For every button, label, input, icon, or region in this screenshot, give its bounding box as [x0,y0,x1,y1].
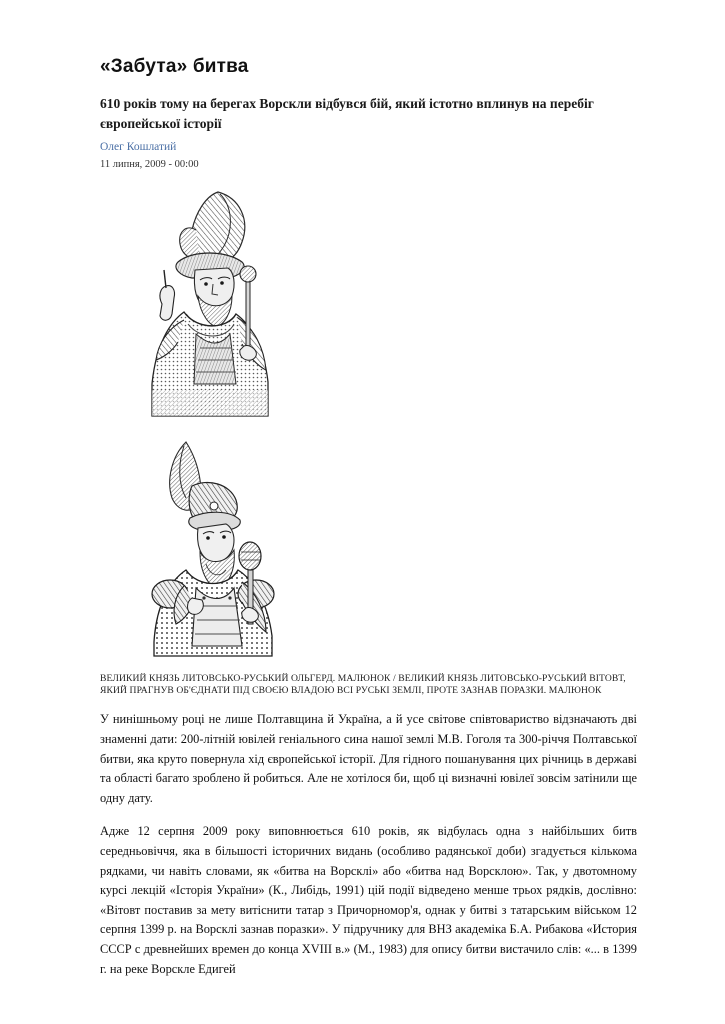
figure-caption: ВЕЛИКИЙ КНЯЗЬ ЛИТОВСЬКО-РУСЬКИЙ ОЛЬГЕРД. МАЛЮНОК / ВЕЛИКИЙ КНЯЗЬ ЛИТОВСЬКО-РУСЬКИЙ ВІТОВТ, ЯКИЙ ПРАГНУВ ОБ'ЄДНАТИ ПІД СВОЄЮ ВЛАДОЮ ВСІ РУСЬКІ ЗЕМЛІ, ПРОТЕ ЗАЗНАВ ПОРАЗКИ. МАЛЮНОК [100,672,626,697]
page-title: «Забута» битва [100,56,249,77]
article-timestamp: 11 липня, 2009 - 00:00 [100,158,199,170]
article-paragraph: Адже 12 серпня 2009 року виповнюється 610 років, як відбулась одна з найбільших битв середньовіччя, яка в більшості історичних видань (особливо радянської доби) згадується кількома рядками, чи навіть словами, як «битва на Ворсклі» або «битва над Ворсклою». Так, у двотомному курсі лекцій «Історія України» (К., Либідь, 1991) цій події відведено менше трьох рядків, дослівно: «Вітовт поставив за мету витіснити татар з Причорномор'я, однак у битві з татарським військом 12 серпня 1399 р. на Ворсклі зазнав поразки». У підручнику для ВНЗ академіка Б.А. Рибакова «История СССР с древнейших времен до конца XVIII в.» (М., 1983) для опису битви вистачило слів: «... в 1399 г. на реке Ворскле Едигей [100,824,637,976]
article-subtitle: 610 років тому на берегах Ворскли відбувся бій, який істотно вплинув на перебіг європейської історії [100,96,594,132]
article-paragraph: У нинішньому році не лише Полтавщина й Україна, а й усе світове співтовариство відзначають дві знаменні дати: 200-літній ювілей геніального сина нашої землі М.В. Гоголя та 300-річчя Полтавської битви, яка круто повернула хід європейської історії. Для гідного пошанування цих річниць в державі та області багато зроблено й робиться. Але не хотілося би, щоб ці визначні ювілеї зовсім затінили ще одну дату. [100,712,637,805]
article-author[interactable] [100,141,637,153]
figure-gallery [100,184,637,661]
author-link[interactable]: Олег Кошлатий [100,140,177,153]
portrait-olgerd [100,184,637,424]
portrait-vytautas [100,436,637,661]
